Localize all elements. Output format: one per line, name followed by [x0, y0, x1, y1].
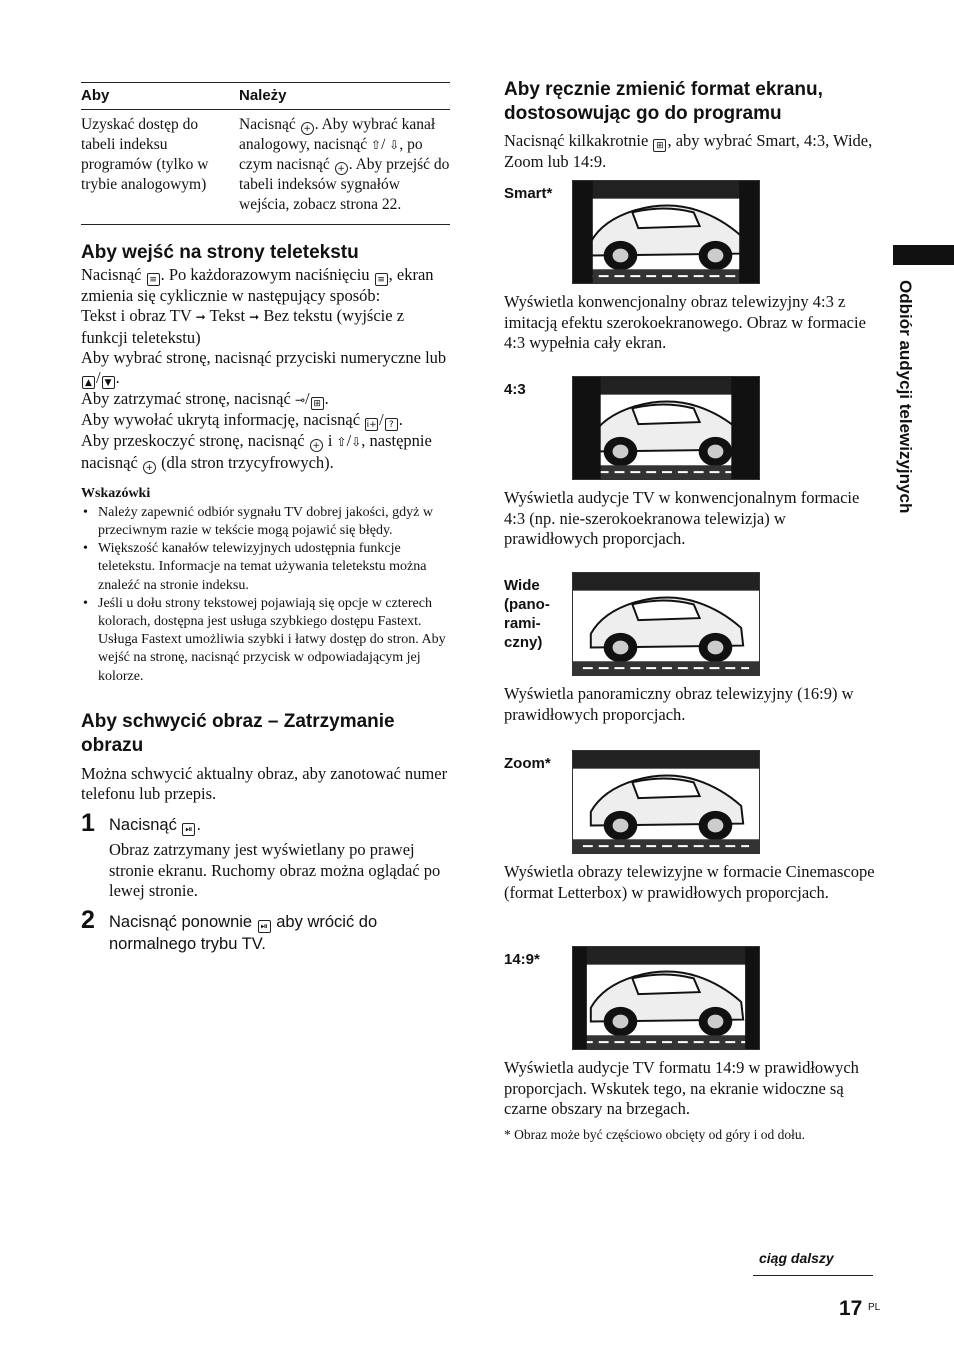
left-column: [81, 82, 451, 955]
format-row: [504, 180, 876, 286]
table-cell-goal: Uzyskać dostęp do tabeli indeksu programów (tylko w trybie analogowym): [81, 110, 239, 225]
ok-button-icon: +: [335, 162, 348, 175]
arrow-right-icon: ➞: [195, 310, 206, 325]
format-description: Wyświetla audycje TV formatu 14:9 w prawidłowych proporcjach. Wskutek tego, na ekranie widoczne są czarne obszary na brzegach.: [504, 1058, 859, 1118]
freeze-intro: Można schwycić aktualny obraz, aby zanotować numer telefonu lub przepis.: [81, 763, 448, 804]
format-label: Zoom*: [504, 755, 551, 773]
format-list: [504, 180, 876, 1130]
footer-divider: [753, 1275, 873, 1276]
format-label: 14:9*: [504, 951, 540, 969]
ok-button-icon: +: [301, 122, 314, 135]
step-number: 1: [81, 809, 95, 838]
section-tab-marker: [893, 245, 954, 265]
question-icon: ?: [385, 418, 398, 431]
teletext-icon: ≡: [375, 273, 388, 286]
freeze-section: [81, 710, 451, 955]
car-illustration: [572, 376, 760, 480]
teletext-icon: ≡: [147, 273, 160, 286]
format-description: Wyświetla panoramiczny obraz telewizyjny (16:9) w prawidłowych proporcjach.: [504, 684, 854, 724]
freeze-icon: ⏯: [182, 823, 195, 836]
car-illustration: [572, 750, 760, 854]
hold-page-icon: ⊞: [311, 397, 324, 410]
list-item: • Należy zapewnić odbiór sygnału TV dobrej jakości, gdyż w przeciwnym razie w tekście mogą pojawić się błędy.: [81, 504, 451, 540]
format-label: Wide (pano-rami-czny): [504, 577, 550, 652]
format-row: [504, 572, 876, 678]
page-number: 17: [839, 1297, 863, 1320]
step-1: 1 Nacisnąć ⏯ . Obraz zatrzymany jest wyświetlany po prawej stronie ekranu. Ruchomy obraz można oglądać po lewej stronie.: [81, 814, 451, 901]
table-cell-action: Nacisnąć + . Aby wybrać kanał analogowy, nacisnąć ⇧/ ⇩, po czym nacisnąć + . Aby przejść do tabeli indeksów sygnałów wejścia, zobacz strona 22.: [239, 110, 450, 225]
car-illustration: [572, 180, 760, 284]
car-illustration: [572, 946, 760, 1050]
teletext-heading: Aby wejść na strony teletekstu: [81, 242, 359, 263]
format-label: 4:3: [504, 381, 526, 399]
step-1-detail: Obraz zatrzymany jest wyświetlany po prawej stronie ekranu. Ruchomy obraz można oglądać po lewej stronie.: [109, 840, 441, 900]
reveal-icon: i+: [366, 420, 377, 431]
tips-list: [81, 504, 451, 686]
freeze-icon: ⏯: [258, 920, 271, 933]
step-number: 2: [81, 906, 95, 935]
format-row: [504, 750, 876, 856]
list-item: • Jeśli u dołu strony tekstowej pojawiają się opcje w czterech kolorach, dostępna jest usługa szybkiego dostępu Fastext. Usługa Fastext umożliwia szybki i łatwy dostęp do stron. Aby wejść na stronę, nacisnąć przycisk w odpowiadającym jej kolorze.: [81, 595, 451, 686]
up-arrow-icon: ⇧: [371, 138, 382, 152]
action-table: [81, 82, 450, 225]
down-arrow-icon: ⇩: [351, 435, 362, 450]
page-up-icon: ▲: [82, 376, 95, 389]
down-arrow-icon: ⇩: [389, 138, 400, 152]
format-row: [504, 376, 876, 482]
format-row: [504, 946, 876, 1052]
continued-label: ciąg dalszy: [759, 1250, 834, 1266]
format-description: Wyświetla obrazy telewizyjne w formacie Cinemascope (format Letterbox) w prawidłowych proporcjach.: [504, 862, 875, 902]
up-arrow-icon: ⇧: [336, 435, 347, 450]
tips-title: Wskazówki: [81, 485, 151, 501]
hold-icon: ⊸: [294, 393, 306, 408]
list-item: • Większość kanałów telewizyjnych udostępnia funkcje teletekstu. Informacje na temat używania teletekstu można znaleźć na stronie indeksu.: [81, 540, 451, 595]
ok-button-icon: +: [310, 439, 323, 452]
teletext-section: [81, 241, 451, 686]
format-description: Wyświetla audycje TV w konwencjonalnym formacie 4:3 (np. nie-szerokoekranowa telewizja) w prawidłowych proporcjach.: [504, 488, 860, 548]
table-header-aby: Aby: [81, 83, 239, 110]
format-intro: Nacisnąć kilkakrotnie ⊞ , aby wybrać Smart, 4:3, Wide, Zoom lub 14:9.: [504, 131, 873, 171]
ok-button-icon: +: [143, 461, 156, 474]
freeze-heading: Aby schwycić obraz – Zatrzymanie obrazu: [81, 710, 395, 756]
page-language: PL: [868, 1302, 881, 1313]
teletext-body: Nacisnąć ≡ . Po każdorazowym naciśnięciu ≡ , ekran zmienia się cyklicznie w następujący sposób: Tekst i obraz TV ➞ Tekst ➞ Bez tekstu (wyjście z funkcji teletekstu) Aby wybrać stronę, nacisnąć przyciski numeryczne lub ▲ / ▼ . Aby zatrzymać stronę, nacisnąć ⊸/ ⊞ . Aby wywołać ukrytą informację, nacisnąć i+ / ? . Aby przeskoczyć stronę, nacisnąć + i ⇧/⇩, następnie nacisnąć + (dla stron trzycyfrowych).: [81, 265, 447, 473]
car-illustration: [572, 572, 760, 676]
format-heading: Aby ręcznie zmienić format ekranu, dostosowując go do programu: [504, 79, 823, 124]
right-column: [504, 78, 876, 1130]
format-label: Smart*: [504, 185, 553, 203]
table-header-nalezy: Należy: [239, 83, 450, 110]
format-description: Wyświetla konwencjonalny obraz telewizyjny 4:3 z imitacją efektu szerokoekranowego. Obraz w formacie 4:3 wypełnia cały ekran.: [504, 292, 866, 352]
page-down-icon: ▼: [102, 376, 115, 389]
arrow-right-icon: ➞: [249, 310, 260, 325]
step-2: 2 Nacisnąć ponownie ⏯ aby wrócić do normalnego trybu TV.: [81, 906, 378, 954]
wide-mode-icon: ⊞: [653, 139, 666, 152]
section-side-title: Odbiór audycji telewizyjnych: [896, 280, 915, 514]
footnote: * Obraz może być częściowo obcięty od góry i od dołu.: [504, 1127, 806, 1142]
table-row: [81, 110, 450, 225]
